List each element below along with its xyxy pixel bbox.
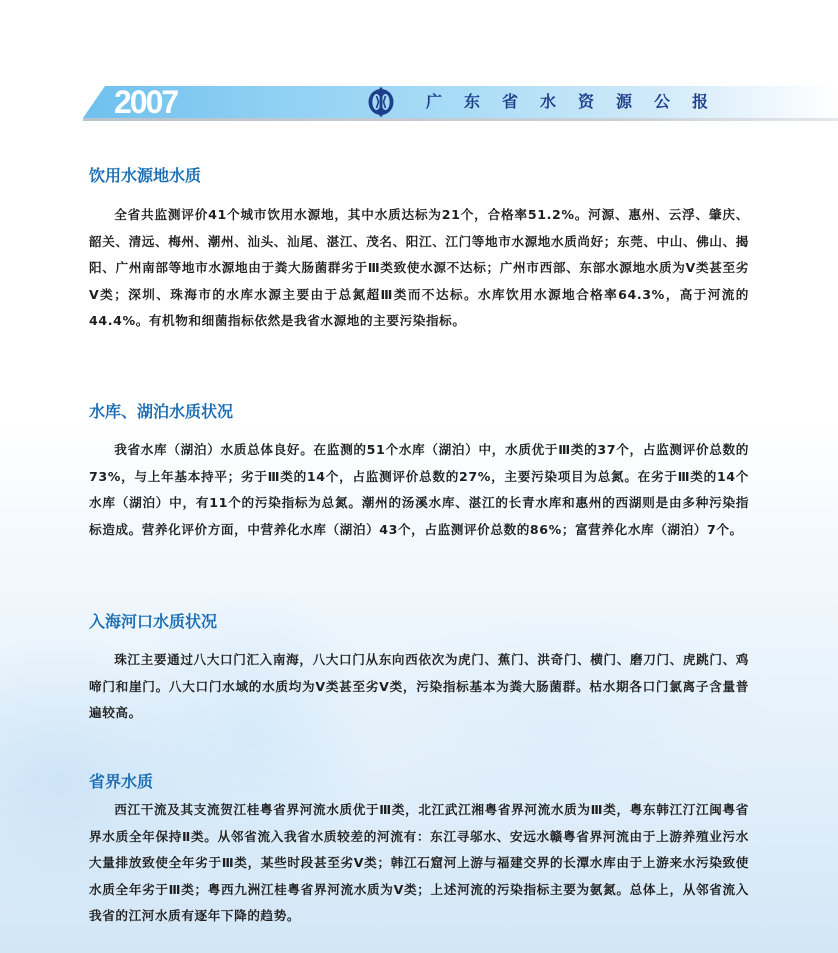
section-title-estuaries: 入海河口水质状况 bbox=[89, 612, 218, 631]
water-resources-emblem-icon bbox=[366, 87, 396, 117]
section-body-estuaries: 珠江主要通过八大口门汇入南海，八大口门从东向西依次为虎门、蕉门、洪奇门、横门、磨刀门、虎跳门、鸡啼门和崖门。八大口门水域的水质均为Ⅴ类甚至劣Ⅴ类，污染指标基本为粪大肠菌群。枯水期各口门氯离子含量普遍较高。 bbox=[89, 652, 749, 720]
section-title-drinking-water: 饮用水源地水质 bbox=[89, 166, 202, 185]
section-title-provincial-boundary: 省界水质 bbox=[89, 772, 154, 791]
report-year: 2007 bbox=[114, 84, 178, 120]
section-body-reservoirs-lakes: 我省水库（湖泊）水质总体良好。在监测的51个水库（湖泊）中，水质优于Ⅲ类的37个，占监测评价总数的73%，与上年基本持平；劣于Ⅲ类的14个，占监测评价总数的27%，主要污染项目为总氮。在劣于Ⅲ类的14个水库（湖泊）中，有11个的污染指标为总氮。潮州的汤溪水库、湛江的长青水库和惠州的西湖则是由多种污染指标造成。营养化评价方面，中营养化水库（湖泊）43个，占监测评价总数的86%；富营养化水库（湖泊）7个。 bbox=[89, 442, 749, 537]
header-banner-shadow bbox=[83, 118, 838, 121]
section-title-reservoirs-lakes: 水库、湖泊水质状况 bbox=[89, 402, 234, 421]
report-title: 广东省水资源公报 bbox=[426, 92, 731, 111]
section-body-provincial-boundary: 西江干流及其支流贺江桂粤省界河流水质优于Ⅲ类，北江武江湘粤省界河流水质为Ⅲ类，粤东韩江汀江闽粤省界水质全年保持Ⅱ类。从邻省流入我省水质较差的河流有：东江寻邬水、安远水赣粤省界河流由于上游养殖业污水大量排放致使全年劣于Ⅲ类，某些时段甚至劣Ⅴ类；韩江石窟河上游与福建交界的长潭水库由于上游来水污染致使水质全年劣于Ⅲ类；粤西九洲江桂粤省界河流水质为Ⅴ类；上述河流的污染指标主要为氨氮。总体上，从邻省流入我省的江河水质有逐年下降的趋势。 bbox=[89, 802, 749, 923]
section-body-drinking-water: 全省共监测评价41个城市饮用水源地，其中水质达标为21个，合格率51.2%。河源、惠州、云浮、肇庆、韶关、清远、梅州、潮州、汕头、汕尾、湛江、茂名、阳江、江门等地市水源地水质尚好；东莞、中山、佛山、揭阳、广州南部等地市水源地由于粪大肠菌群劣于Ⅲ类致使水源不达标；广州市西部、东部水源地水质为Ⅴ类甚至劣Ⅴ类；深圳、珠海市的水库水源主要由于总氮超Ⅲ类而不达标。水库饮用水源地合格率64.3%，高于河流的44.4%。有机物和细菌指标依然是我省水源地的主要污染指标。 bbox=[89, 207, 749, 328]
